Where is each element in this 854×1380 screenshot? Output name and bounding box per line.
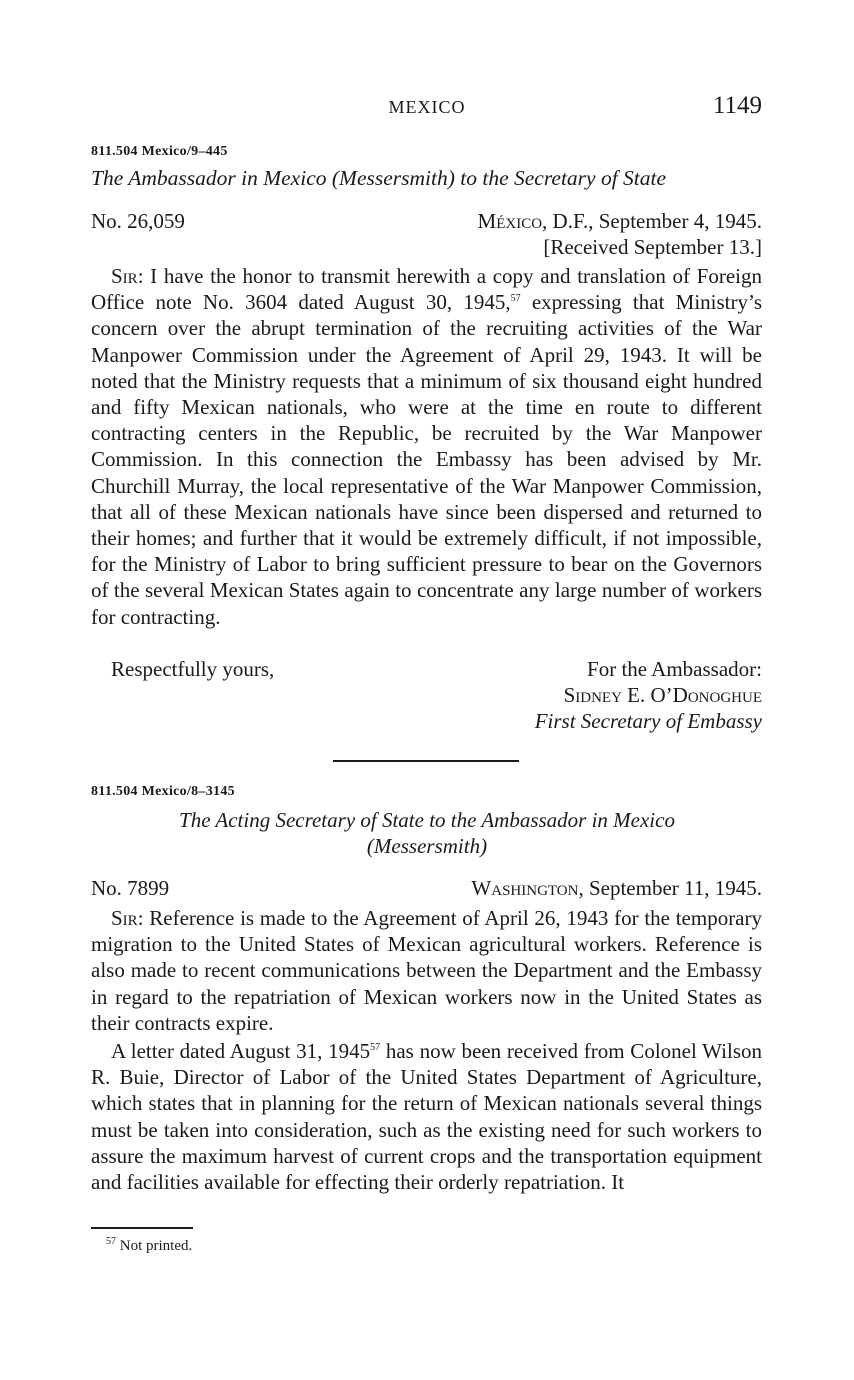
doc1-date: , D.F., September 4, 1945. xyxy=(542,209,762,233)
doc1-signer: Sidney E. O’Donoghue xyxy=(563,683,762,707)
doc2-date: , September 11, 1945. xyxy=(578,876,762,900)
doc2-heading-line2: (Messersmith) xyxy=(366,834,488,858)
doc1-for-line: For the Ambassador: xyxy=(587,657,762,681)
doc1-place: México xyxy=(477,209,543,233)
doc2-place-date xyxy=(471,876,762,901)
doc1-body-part1: : I have the honor to transmit herewith a copy and translation of Foreign Office note No. 3604 dated August 30, 1945, xyxy=(91,264,762,315)
doc2-place: Washington xyxy=(471,876,579,900)
doc1-number: No. 26,059 xyxy=(91,209,185,233)
doc2-footnote-ref: 57 xyxy=(370,1042,381,1054)
footnote-marker: 57 xyxy=(106,1236,116,1247)
doc1-heading-post: ) to the Secretary of State xyxy=(447,166,667,190)
doc1-salutation: Sir xyxy=(111,264,138,288)
doc2-file-reference: 811.504 Mexico/8–3145 xyxy=(91,784,235,799)
doc1-received: [Received September 13.] xyxy=(543,235,762,259)
doc1-signer-title: First Secretary of Embassy xyxy=(534,709,762,733)
doc2-body xyxy=(91,905,762,1195)
doc1-heading-name: Messersmith xyxy=(339,166,448,190)
doc2-number-date-line xyxy=(91,876,762,901)
doc2-para2-post: has now been received from Colonel Wilson R. Buie, Director of Labor of the United States Department of Agriculture, which states that in planning for the return of Mexican nationals several things must be taken into consideration, such as the existing need for such workers to assure the maximum harvest of current crops and the transportation equipment and facilities available for effecting their orderly repatriation. It xyxy=(91,1039,762,1195)
doc2-paragraph-1 xyxy=(91,905,762,1036)
doc1-heading-pre: The Ambassador in Mexico ( xyxy=(91,166,340,190)
doc2-paragraph-2 xyxy=(91,1038,762,1195)
doc1-body-part2: expressing that Ministry’s concern over the abrupt termination of the recruiting activities of the War Manpower Commission under the Agreement of April 29, 1943. It will be noted that the Ministry requests that a minimum of six thousand eight hundred and fifty Mexican nationals, who were at the time en route to different contracting centers in the Republic, be recruited by the War Manpower Commission. In this connection the Embassy has been advised by Mr. Churchill Murray, the local representative of the War Manpower Commission, that all of these Mexican nationals have since been dispersed and returned to their homes; and further that it would be extremely difficult, if not impossible, for the Ministry of Labor to bring sufficient pressure to bear on the Governors of the several Mexican States again to concentrate any large number of workers for contracting. xyxy=(91,290,763,629)
doc1-footnote-ref: 57 xyxy=(510,293,521,305)
footnote-text: Not printed. xyxy=(116,1238,193,1254)
doc1-closing: Respectfully yours, xyxy=(111,657,275,681)
doc1-heading xyxy=(91,166,666,191)
running-title: MEXICO xyxy=(388,97,466,117)
doc1-place-date xyxy=(478,209,762,234)
page-number: 1149 xyxy=(712,92,762,119)
doc1-body xyxy=(91,263,762,630)
doc2-para2-pre: A letter dated August 31, 1945 xyxy=(111,1039,371,1064)
doc1-file-reference: 811.504 Mexico/9–445 xyxy=(91,144,228,159)
doc1-number-date-line xyxy=(91,209,762,234)
footnote-rule xyxy=(91,1227,193,1229)
doc2-para1-text: : Reference is made to the Agreement of April 26, 1943 for the temporary migration to the United States of Mexican agricultural workers. Reference is also made to recent communications between the Department and the Embassy in regard to the repatriation of Mexican workers now in the United States as their contracts expire. xyxy=(91,906,762,1035)
doc2-salutation: Sir xyxy=(111,906,138,930)
footnote xyxy=(106,1238,192,1255)
doc1-paragraph xyxy=(91,263,762,630)
doc2-number: No. 7899 xyxy=(91,876,170,900)
section-divider xyxy=(333,760,519,762)
doc2-heading-line1: The Acting Secretary of State to the Ambassador in Mexico xyxy=(179,808,675,832)
